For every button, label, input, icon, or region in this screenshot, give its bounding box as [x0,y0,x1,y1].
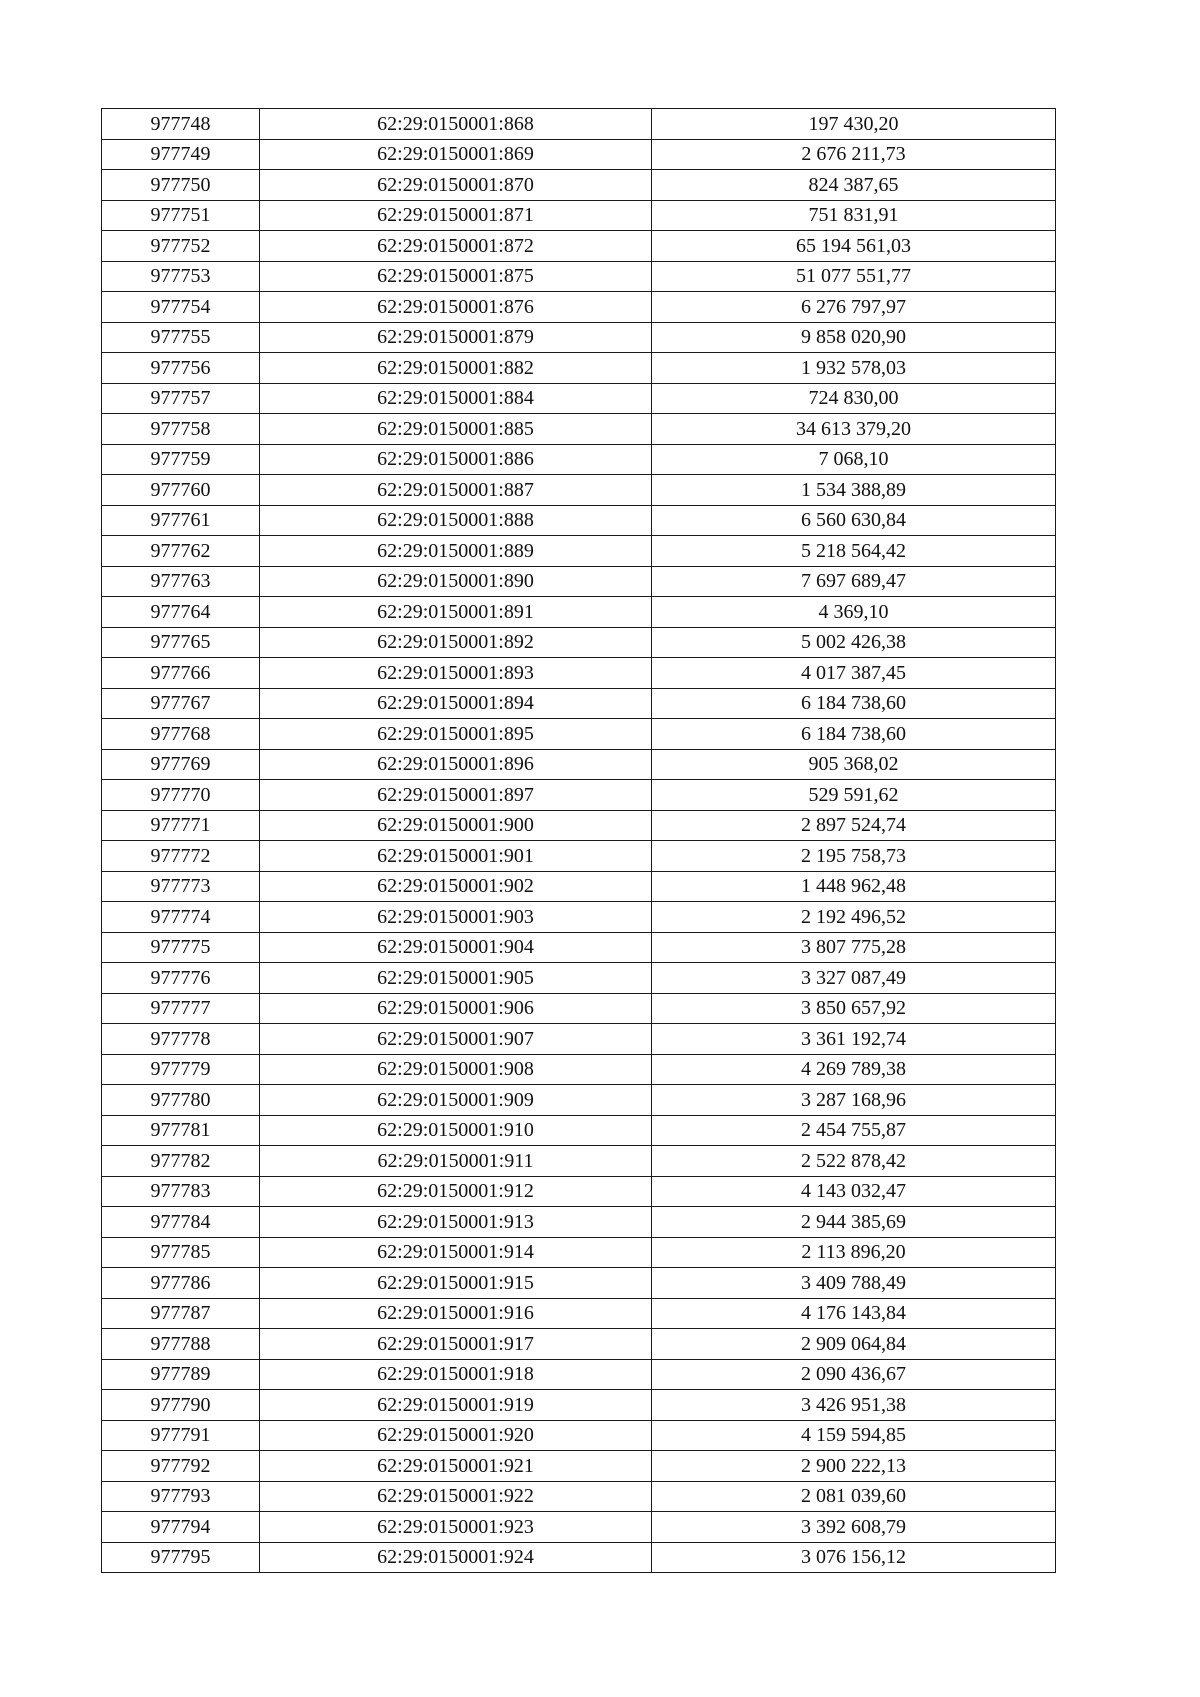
table-row [102,383,1056,414]
table-row [102,475,1056,506]
cadastral-number-cell: 62:29:0150001:893 [260,658,652,689]
table-row [102,1115,1056,1146]
cadastral-number-cell: 62:29:0150001:905 [260,963,652,994]
cadastral-number-cell: 62:29:0150001:896 [260,749,652,780]
table-row [102,536,1056,567]
table-row [102,1329,1056,1360]
cadastral-number-cell: 62:29:0150001:916 [260,1298,652,1329]
table-row [102,597,1056,628]
cadastral-value-cell: 3 409 788,49 [652,1268,1056,1299]
cadastral-value-cell: 6 276 797,97 [652,292,1056,323]
table-row [102,292,1056,323]
row-number-cell: 977775 [102,932,260,963]
cadastral-number-cell: 62:29:0150001:885 [260,414,652,445]
cadastral-number-cell: 62:29:0150001:868 [260,109,652,140]
row-number-cell: 977790 [102,1390,260,1421]
row-number-cell: 977750 [102,170,260,201]
cadastral-number-cell: 62:29:0150001:875 [260,261,652,292]
row-number-cell: 977763 [102,566,260,597]
cadastral-number-cell: 62:29:0150001:900 [260,810,652,841]
cadastral-number-cell: 62:29:0150001:869 [260,139,652,170]
row-number-cell: 977791 [102,1420,260,1451]
cadastral-number-cell: 62:29:0150001:908 [260,1054,652,1085]
table-row [102,1390,1056,1421]
cadastral-number-cell: 62:29:0150001:876 [260,292,652,323]
row-number-cell: 977751 [102,200,260,231]
table-row [102,322,1056,353]
row-number-cell: 977783 [102,1176,260,1207]
table-row [102,963,1056,994]
cadastral-value-cell: 1 448 962,48 [652,871,1056,902]
table-row [102,200,1056,231]
table-row [102,627,1056,658]
table-row [102,1085,1056,1116]
cadastral-value-cell: 2 897 524,74 [652,810,1056,841]
cadastral-value-cell: 2 900 222,13 [652,1451,1056,1482]
table-row [102,871,1056,902]
table-row [102,505,1056,536]
table-row [102,414,1056,445]
row-number-cell: 977774 [102,902,260,933]
cadastral-number-cell: 62:29:0150001:914 [260,1237,652,1268]
row-number-cell: 977788 [102,1329,260,1360]
cadastral-number-cell: 62:29:0150001:870 [260,170,652,201]
cadastral-value-cell: 3 392 608,79 [652,1512,1056,1543]
row-number-cell: 977781 [102,1115,260,1146]
table-body [102,109,1056,1573]
cadastral-value-cell: 529 591,62 [652,780,1056,811]
row-number-cell: 977771 [102,810,260,841]
cadastral-value-cell: 34 613 379,20 [652,414,1056,445]
cadastral-value-cell: 3 287 168,96 [652,1085,1056,1116]
table-row [102,1146,1056,1177]
row-number-cell: 977789 [102,1359,260,1390]
cadastral-value-cell: 1 534 388,89 [652,475,1056,506]
cadastral-value-cell: 65 194 561,03 [652,231,1056,262]
cadastral-number-cell: 62:29:0150001:884 [260,383,652,414]
row-number-cell: 977761 [102,505,260,536]
cadastral-number-cell: 62:29:0150001:887 [260,475,652,506]
table-row [102,1298,1056,1329]
row-number-cell: 977795 [102,1542,260,1573]
cadastral-number-cell: 62:29:0150001:895 [260,719,652,750]
cadastral-value-cell: 3 807 775,28 [652,932,1056,963]
row-number-cell: 977748 [102,109,260,140]
cadastral-value-cell: 2 522 878,42 [652,1146,1056,1177]
row-number-cell: 977758 [102,414,260,445]
cadastral-number-cell: 62:29:0150001:911 [260,1146,652,1177]
row-number-cell: 977779 [102,1054,260,1085]
cadastral-value-cell: 51 077 551,77 [652,261,1056,292]
row-number-cell: 977764 [102,597,260,628]
row-number-cell: 977765 [102,627,260,658]
row-number-cell: 977794 [102,1512,260,1543]
cadastral-number-cell: 62:29:0150001:903 [260,902,652,933]
table-row [102,1359,1056,1390]
cadastral-value-cell: 4 369,10 [652,597,1056,628]
cadastral-number-cell: 62:29:0150001:923 [260,1512,652,1543]
cadastral-number-cell: 62:29:0150001:889 [260,536,652,567]
cadastral-number-cell: 62:29:0150001:922 [260,1481,652,1512]
cadastral-number-cell: 62:29:0150001:906 [260,993,652,1024]
table-row [102,993,1056,1024]
cadastral-value-cell: 3 426 951,38 [652,1390,1056,1421]
cadastral-value-cell: 2 192 496,52 [652,902,1056,933]
cadastral-value-cell: 9 858 020,90 [652,322,1056,353]
row-number-cell: 977772 [102,841,260,872]
row-number-cell: 977766 [102,658,260,689]
cadastral-number-cell: 62:29:0150001:909 [260,1085,652,1116]
cadastral-value-cell: 2 909 064,84 [652,1329,1056,1360]
row-number-cell: 977757 [102,383,260,414]
cadastral-value-cell: 6 184 738,60 [652,688,1056,719]
cadastral-value-cell: 2 090 436,67 [652,1359,1056,1390]
cadastral-value-cell: 2 944 385,69 [652,1207,1056,1238]
row-number-cell: 977780 [102,1085,260,1116]
cadastral-number-cell: 62:29:0150001:924 [260,1542,652,1573]
cadastral-number-cell: 62:29:0150001:920 [260,1420,652,1451]
table-row [102,444,1056,475]
cadastral-number-cell: 62:29:0150001:879 [260,322,652,353]
cadastral-value-cell: 4 159 594,85 [652,1420,1056,1451]
cadastral-number-cell: 62:29:0150001:871 [260,200,652,231]
table-row [102,1237,1056,1268]
cadastral-value-cell: 2 454 755,87 [652,1115,1056,1146]
table-row [102,780,1056,811]
table-row [102,810,1056,841]
table-row [102,1420,1056,1451]
table-row [102,841,1056,872]
row-number-cell: 977759 [102,444,260,475]
cadastral-value-cell: 2 195 758,73 [652,841,1056,872]
cadastral-value-cell: 4 143 032,47 [652,1176,1056,1207]
cadastral-number-cell: 62:29:0150001:917 [260,1329,652,1360]
table-row [102,1512,1056,1543]
table-row [102,1024,1056,1055]
cadastral-value-cell: 197 430,20 [652,109,1056,140]
cadastral-value-cell: 2 676 211,73 [652,139,1056,170]
cadastral-value-cell: 7 068,10 [652,444,1056,475]
cadastral-value-cell: 4 269 789,38 [652,1054,1056,1085]
cadastral-number-cell: 62:29:0150001:918 [260,1359,652,1390]
cadastral-number-cell: 62:29:0150001:891 [260,597,652,628]
row-number-cell: 977752 [102,231,260,262]
cadastral-number-cell: 62:29:0150001:919 [260,1390,652,1421]
cadastral-value-cell: 6 560 630,84 [652,505,1056,536]
table-row [102,261,1056,292]
cadastral-number-cell: 62:29:0150001:890 [260,566,652,597]
table-row [102,932,1056,963]
cadastral-value-cell: 3 327 087,49 [652,963,1056,994]
cadastral-value-cell: 4 017 387,45 [652,658,1056,689]
cadastral-value-cell: 4 176 143,84 [652,1298,1056,1329]
cadastral-value-cell: 5 002 426,38 [652,627,1056,658]
cadastral-number-cell: 62:29:0150001:901 [260,841,652,872]
cadastral-number-cell: 62:29:0150001:904 [260,932,652,963]
cadastral-value-cell: 3 361 192,74 [652,1024,1056,1055]
row-number-cell: 977768 [102,719,260,750]
cadastral-number-cell: 62:29:0150001:882 [260,353,652,384]
cadastral-value-cell: 905 368,02 [652,749,1056,780]
table-row [102,231,1056,262]
cadastral-value-cell: 724 830,00 [652,383,1056,414]
row-number-cell: 977755 [102,322,260,353]
cadastral-number-cell: 62:29:0150001:892 [260,627,652,658]
cadastral-number-cell: 62:29:0150001:872 [260,231,652,262]
row-number-cell: 977767 [102,688,260,719]
cadastral-number-cell: 62:29:0150001:902 [260,871,652,902]
row-number-cell: 977749 [102,139,260,170]
cadastral-value-cell: 1 932 578,03 [652,353,1056,384]
cadastral-value-cell: 2 113 896,20 [652,1237,1056,1268]
row-number-cell: 977776 [102,963,260,994]
row-number-cell: 977782 [102,1146,260,1177]
cadastral-number-cell: 62:29:0150001:912 [260,1176,652,1207]
cadastral-value-cell: 6 184 738,60 [652,719,1056,750]
cadastral-number-cell: 62:29:0150001:921 [260,1451,652,1482]
cadastral-number-cell: 62:29:0150001:888 [260,505,652,536]
table-row [102,566,1056,597]
cadastral-number-cell: 62:29:0150001:910 [260,1115,652,1146]
cadastral-number-cell: 62:29:0150001:913 [260,1207,652,1238]
row-number-cell: 977770 [102,780,260,811]
cadastral-number-cell: 62:29:0150001:894 [260,688,652,719]
cadastral-value-cell: 751 831,91 [652,200,1056,231]
cadastral-value-cell: 2 081 039,60 [652,1481,1056,1512]
table-row [102,139,1056,170]
row-number-cell: 977769 [102,749,260,780]
table-row [102,109,1056,140]
table-row [102,688,1056,719]
row-number-cell: 977773 [102,871,260,902]
row-number-cell: 977778 [102,1024,260,1055]
row-number-cell: 977777 [102,993,260,1024]
row-number-cell: 977756 [102,353,260,384]
row-number-cell: 977760 [102,475,260,506]
cadastral-number-cell: 62:29:0150001:886 [260,444,652,475]
table-row [102,1481,1056,1512]
row-number-cell: 977786 [102,1268,260,1299]
cadastral-value-cell: 824 387,65 [652,170,1056,201]
table-row [102,1176,1056,1207]
row-number-cell: 977793 [102,1481,260,1512]
table-row [102,1451,1056,1482]
row-number-cell: 977753 [102,261,260,292]
table-row [102,902,1056,933]
cadastral-number-cell: 62:29:0150001:907 [260,1024,652,1055]
cadastral-value-cell: 5 218 564,42 [652,536,1056,567]
row-number-cell: 977792 [102,1451,260,1482]
cadastral-number-cell: 62:29:0150001:915 [260,1268,652,1299]
table-row [102,353,1056,384]
table-row [102,1542,1056,1573]
table-row [102,658,1056,689]
table-row [102,1207,1056,1238]
cadastral-value-cell: 3 850 657,92 [652,993,1056,1024]
table-row [102,170,1056,201]
cadastral-value-cell: 3 076 156,12 [652,1542,1056,1573]
table-row [102,749,1056,780]
cadastral-value-cell: 7 697 689,47 [652,566,1056,597]
row-number-cell: 977762 [102,536,260,567]
table-row [102,719,1056,750]
cadastral-number-cell: 62:29:0150001:897 [260,780,652,811]
row-number-cell: 977784 [102,1207,260,1238]
table-row [102,1268,1056,1299]
row-number-cell: 977787 [102,1298,260,1329]
row-number-cell: 977754 [102,292,260,323]
cadastral-value-table [101,108,1056,1573]
row-number-cell: 977785 [102,1237,260,1268]
table-row [102,1054,1056,1085]
